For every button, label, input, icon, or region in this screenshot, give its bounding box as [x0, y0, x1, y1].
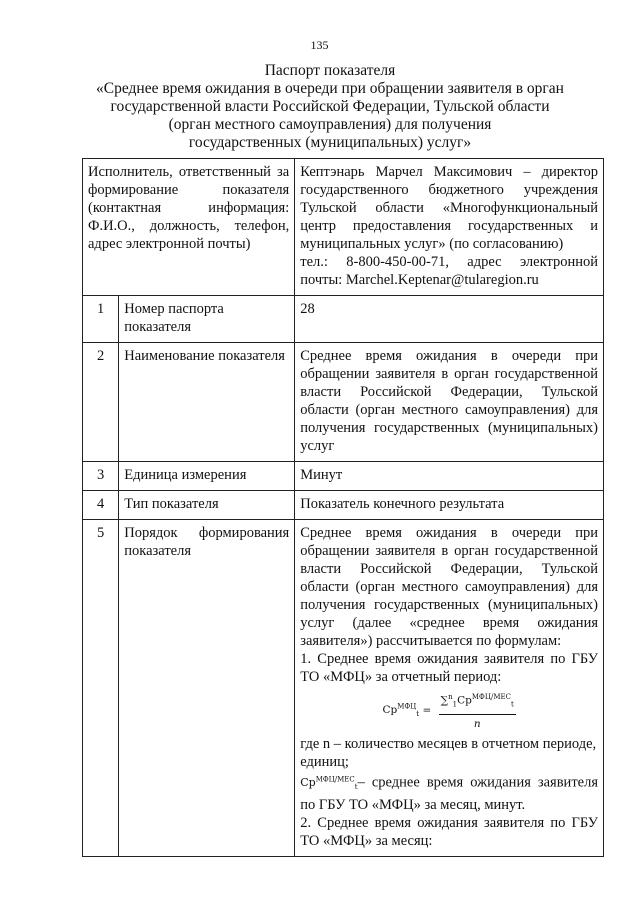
- row-value: 28: [295, 296, 604, 343]
- title-line-2: «Среднее время ожидания в очереди при обращении заявителя в орган: [96, 80, 564, 97]
- row-value: Среднее время ожидания в очереди при обращении заявителя в орган государственной власти Российской Федерации, Тульской области (орган местного самоуправления) для получения государственных (муниципальных) услуг: [295, 343, 604, 462]
- row-value-formation: [295, 520, 604, 857]
- table-row: [83, 343, 604, 462]
- table-row: [83, 296, 604, 343]
- contact-label: Исполнитель, ответственный за формирование показателя (контактная информация: Ф.И.О., должность, телефон, адрес электронной почты): [83, 159, 295, 296]
- row-number: 2: [83, 343, 119, 462]
- formula-denominator: n: [473, 717, 481, 730]
- title-line-3: государственной власти Российской Федерации, Тульской области: [110, 98, 550, 115]
- row-value: Показатель конечного результата: [295, 491, 604, 520]
- table-row-contact: [83, 159, 604, 296]
- document-title: [60, 62, 600, 152]
- row-value: Минут: [295, 462, 604, 491]
- row-name: Порядок формирования показателя: [119, 520, 295, 857]
- symbol-monthly-average: $Ср^{МФЦ/МЕС}_t$: [300, 775, 358, 792]
- row-number: 4: [83, 491, 119, 520]
- row-number: 3: [83, 462, 119, 491]
- contact-value-contacts: тел.: 8-800-450-00-71, адрес электронной почты: Marchel.Keptenar@tularegion.ru: [300, 254, 598, 288]
- title-line-4: (орган местного самоуправления) для получения: [168, 116, 492, 133]
- passport-table: [82, 158, 604, 857]
- contact-value-main: Кептэнарь Марчел Максимович – директор государственного бюджетного учреждения Тульской области «Многофункциональный центр предоставления государственных и муниципальных услуг» (по согласованию): [300, 164, 598, 252]
- formation-symbol-definition: $Ср^{МФЦ/МЕС}_t-$ среднее время ожидания заявителя по ГБУ ТО «МФЦ» за месяц, минут.: [300, 774, 598, 814]
- formation-where-n: где n – количество месяцев в отчетном периоде, единиц;: [300, 735, 597, 770]
- formula-lhs: $Ср^{МФЦ}_t$: [382, 702, 420, 719]
- formula-fraction: [439, 688, 516, 733]
- row-name: Номер паспорта показателя: [119, 296, 295, 343]
- row-name: Тип показателя: [119, 491, 295, 520]
- table-row: [83, 520, 604, 857]
- formation-item-1: 1. Среднее время ожидания заявителя по ГБУ ТО «МФЦ» за отчетный период:: [300, 651, 598, 685]
- formula-average-period: [300, 686, 598, 735]
- formula-equals: =: [422, 704, 432, 717]
- formula-numerator: $\sum^n_1Ср^{МФЦ/МЕС}_t$: [439, 688, 516, 715]
- table-row: [83, 462, 604, 491]
- row-name: Единица измерения: [119, 462, 295, 491]
- title-line-1: Паспорт показателя: [264, 62, 396, 79]
- row-number: 1: [83, 296, 119, 343]
- row-number: 5: [83, 520, 119, 857]
- formation-item-2: 2. Среднее время ожидания заявителя по ГБУ ТО «МФЦ» за месяц:: [300, 815, 598, 850]
- title-line-5: государственных (муниципальных) услуг»: [188, 134, 472, 151]
- row-name: Наименование показателя: [119, 343, 295, 462]
- contact-value: [295, 159, 604, 296]
- formation-intro: Среднее время ожидания в очереди при обращении заявителя в орган государственной власти Российской Федерации, Тульской области (орган местного самоуправления) для получения государственных (муниципальных) услуг (далее «среднее время ожидания заявителя») рассчитывается по формулам:: [300, 525, 598, 649]
- page-number: 135: [310, 38, 329, 52]
- table-row: [83, 491, 604, 520]
